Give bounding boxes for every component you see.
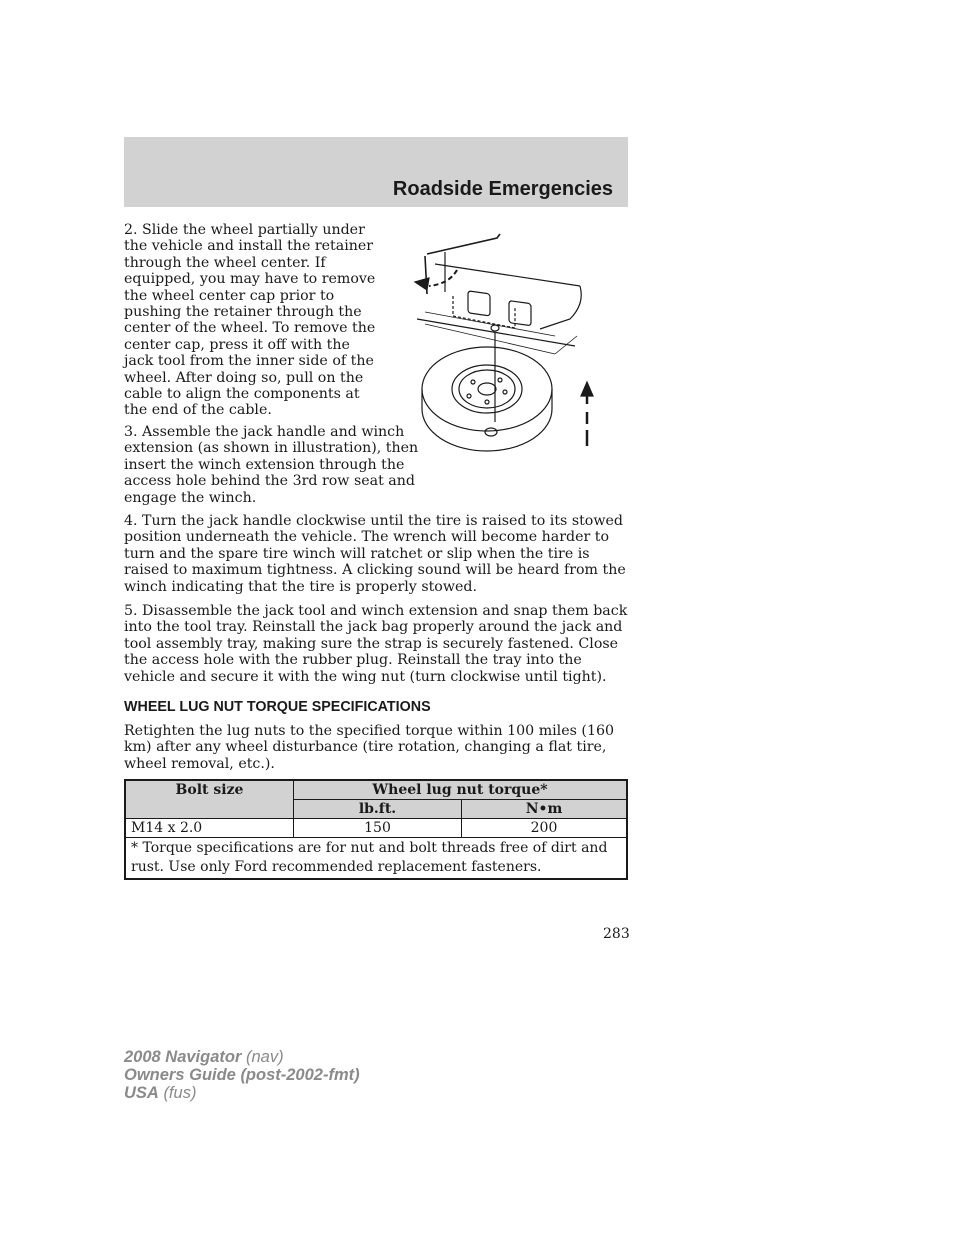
table-row [125, 819, 627, 838]
step-5-paragraph: 5. Disassemble the jack tool and winch extension and snap them back into the tool tray. Reinstall the jack bag properly around the jack and tool assembly tray, making sure the strap is securely fastened. Close the access hole with the rubber plug. Reinstall the tray into the vehicle and secure it with the wing nut (turn clockwise until tight). [124, 603, 628, 685]
footer-line-2: Owners Guide (post-2002-fmt) [124, 1066, 360, 1084]
header-lbft: lb.ft. [294, 800, 462, 819]
page-number: 283 [603, 926, 630, 942]
cell-lbft: 150 [294, 819, 462, 838]
torque-table [124, 779, 628, 880]
page-title: Roadside Emergencies [392, 178, 613, 200]
header-nm: N•m [462, 800, 628, 819]
header-bolt-size: Bolt size [125, 780, 294, 819]
cell-nm: 200 [462, 819, 628, 838]
footer-line-1: 2008 Navigator (nav) [124, 1048, 284, 1066]
footer-line-3: USA (fus) [124, 1084, 197, 1102]
cell-bolt: M14 x 2.0 [125, 819, 294, 838]
header-wheel-torque: Wheel lug nut torque* [294, 780, 628, 800]
spare-tire-winch-illustration [405, 224, 630, 454]
table-footnote-row [125, 838, 627, 880]
table-footnote: * Torque specifications are for nut and bolt threads free of dirt and rust. Use only Ford recommended replacement fasteners. [125, 838, 627, 880]
torque-section-heading: WHEEL LUG NUT TORQUE SPECIFICATIONS [124, 699, 431, 715]
step-4-paragraph: 4. Turn the jack handle clockwise until the tire is raised to its stowed position underneath the vehicle. The wrench will become harder to turn and the spare tire winch will ratchet or slip when the tire is raised to maximum tightness. A clicking sound will be heard from the winch indicating that the tire is properly stowed. [124, 513, 626, 595]
step-2-paragraph: 2. Slide the wheel partially under the vehicle and install the retainer through the wheel center. If equipped, you may have to remove the wheel center cap prior to pushing the retainer through the center of the wheel. To remove the center cap, press it off with the jack tool from the inner side of the wheel. After doing so, pull on the cable to align the components at the end of the cable. [124, 222, 376, 419]
table-header-row [125, 780, 627, 800]
footer [124, 1048, 360, 1102]
torque-intro-paragraph: Retighten the lug nuts to the specified torque within 100 miles (160 km) after any wheel disturbance (tire rotation, changing a flat tire, wheel removal, etc.). [124, 723, 615, 772]
header-band [124, 137, 628, 207]
step-3-text: 3. Assemble the jack handle and winch extension (as shown in illustration), then insert the winch extension through the access hole behind the 3rd row seat and engage the winch. [124, 424, 419, 506]
